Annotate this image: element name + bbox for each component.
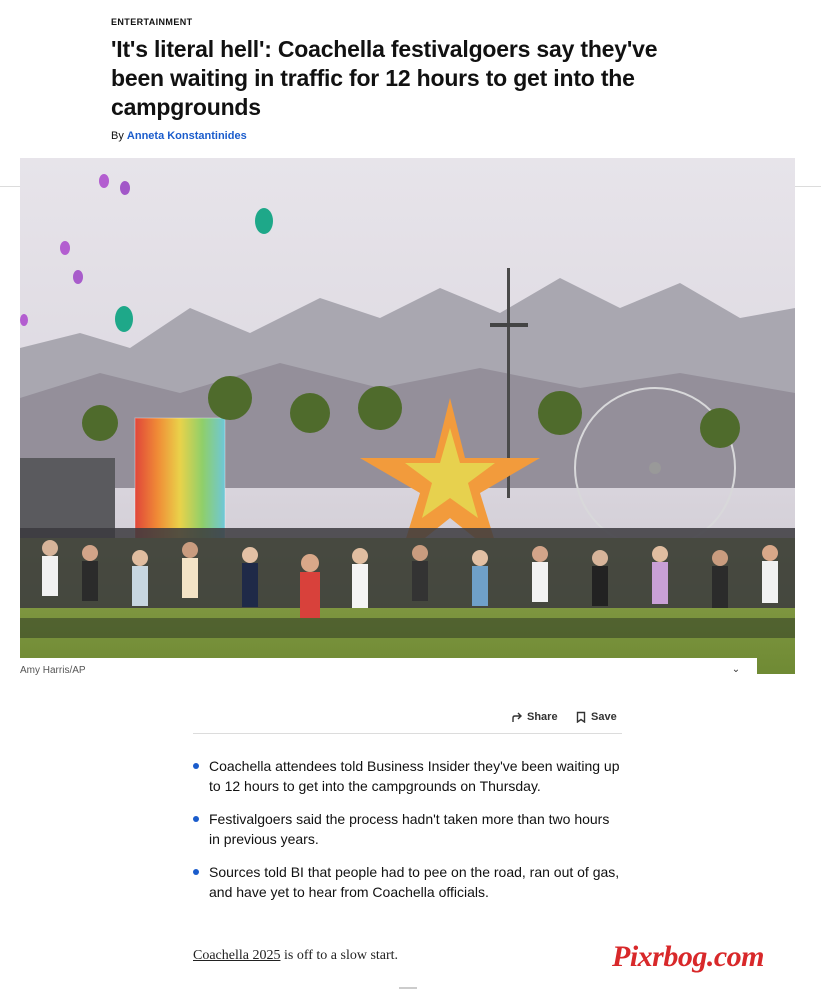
key-point: Coachella attendees told Business Insider they've been waiting up to 12 hours to get into the campgrounds on Thursday.: [193, 756, 622, 796]
byline-prefix: By: [111, 130, 124, 142]
share-button[interactable]: [511, 708, 558, 726]
bottom-divider: [399, 987, 417, 989]
article-headline: 'It's literal hell': Coachella festivalgoers say they've been waiting in traffic for 12 hours to get into the campgrounds: [111, 36, 658, 120]
photo-credit: Amy Harris/AP: [20, 665, 86, 676]
key-points-list: [193, 756, 622, 915]
share-arrow-icon: [511, 711, 523, 723]
author-link[interactable]: Anneta Konstantinides: [126, 130, 247, 142]
image-credit-bar: [20, 658, 757, 682]
bookmark-icon: [575, 711, 587, 723]
article-actions: [193, 704, 622, 734]
key-point: Sources told BI that people had to pee on the road, ran out of gas, and have yet to hear from Coachella officials.: [193, 862, 622, 902]
hero-image: [20, 158, 795, 674]
save-label: Save: [591, 711, 617, 723]
bullet-icon: [193, 869, 199, 875]
save-button[interactable]: [575, 708, 617, 726]
hero-photo: [20, 158, 795, 674]
byline: [111, 130, 247, 142]
key-point: Festivalgoers said the process hadn't taken more than two hours in previous years.: [193, 809, 622, 849]
bullet-icon: [193, 816, 199, 822]
share-label: Share: [527, 711, 558, 723]
bullet-icon: [193, 763, 199, 769]
watermark: Pixrbog.com: [612, 940, 764, 973]
chevron-down-icon[interactable]: ⌄: [731, 664, 741, 675]
lead-text: is off to a slow start.: [280, 948, 399, 963]
coachella-2025-link[interactable]: Coachella 2025: [193, 948, 281, 963]
article-category[interactable]: ENTERTAINMENT: [111, 17, 193, 27]
article-lead: [193, 948, 398, 964]
